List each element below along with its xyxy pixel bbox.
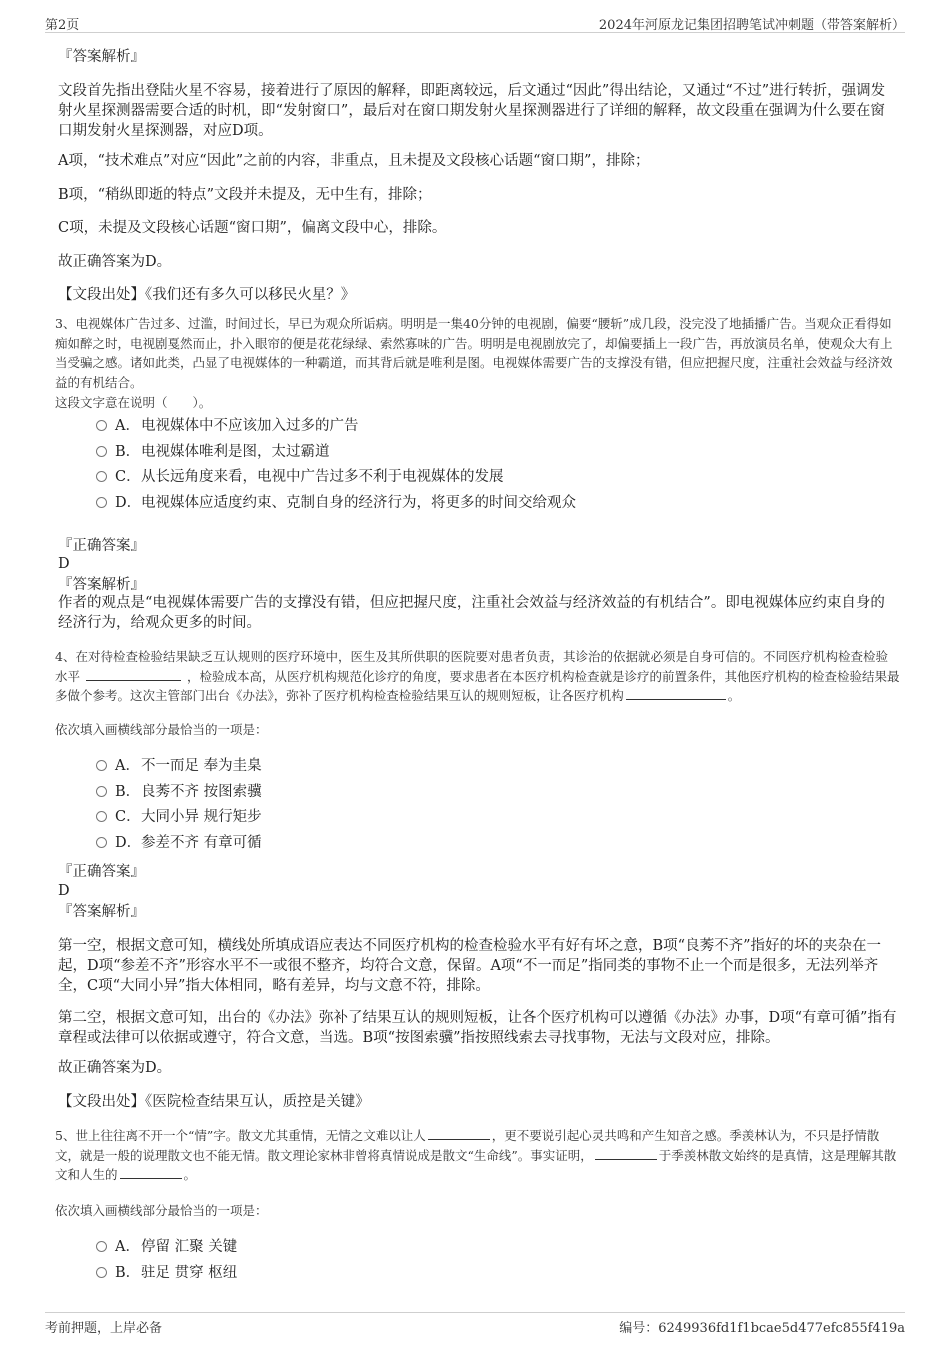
blank-1: [86, 668, 181, 681]
q3-option-a[interactable]: A．电视媒体中不应该加入过多的广告: [96, 416, 359, 436]
q5-option-a[interactable]: A．停留 汇聚 关键: [96, 1237, 237, 1257]
q4-conclusion: 故正确答案为D。: [58, 1060, 172, 1076]
q3-prompt: 这段文字意在说明（ ）。: [55, 395, 212, 410]
radio-icon[interactable]: [96, 837, 107, 848]
radio-icon[interactable]: [96, 811, 107, 822]
q4-option-c[interactable]: C．大同小异 规行矩步: [96, 807, 262, 827]
radio-icon[interactable]: [96, 786, 107, 797]
q3-option-c[interactable]: C．从长远角度来看，电视中广告过多不利于电视媒体的发展: [96, 467, 504, 487]
page-header: [45, 12, 905, 33]
q3-option-d[interactable]: D．电视媒体应适度约束、克制自身的经济行为，将更多的时间交给观众: [96, 493, 576, 513]
q5-stem: 5、世上往往离不开一个“情”字。散文尤其重情，无情之文难以让人 ，更不要说引起心灵共鸣和产生知音之感。季羡林认为，不只是抒情散文，就是一般的说理散文也不能无情。散文理论家林非曾将真情说成是散文“生命线”。事实证明， 于季羡林散文始终的是真情，这是理解其散文和人生的 。: [55, 1128, 897, 1182]
radio-icon[interactable]: [96, 1267, 107, 1278]
s1-option-a-explanation: A项，“技术难点”对应“因此”之前的内容，非重点，且未提及文段核心话题“窗口期”，排除；: [58, 153, 650, 169]
q3-analysis-label: 『答案解析』: [58, 577, 145, 593]
radio-icon[interactable]: [96, 760, 107, 771]
blank-1: [428, 1127, 490, 1140]
radio-icon[interactable]: [96, 420, 107, 431]
q3-stem: 3、电视媒体广告过多、过滥，时间过长，早已为观众所诟病。明明是一集40分钟的电视剧，偏要“腰斩”成几段，没完没了地插播广告。当观众正看得如痴如醉之时，电视剧戛然而止，扑入眼帘的便是花花绿绿、索然寡味的广告。明明是电视剧放完了，却偏要插上一段广告，再放演员名单，使观众大有上当受骗之感。诸如此类，凸显了电视媒体的一种霸道，而其背后就是唯利是图。电视媒体需要广告的支撑没有错，但应把握尺度，注重社会效益与经济效益的有机结合。: [55, 316, 893, 390]
q4-prompt: 依次填入画横线部分最恰当的一项是：: [55, 722, 268, 737]
s1-analysis-label: 『答案解析』: [58, 49, 145, 65]
q4-analysis-label: 『答案解析』: [58, 904, 145, 920]
footer-slogan: 考前押题，上岸必备: [45, 1321, 163, 1336]
radio-icon[interactable]: [96, 497, 107, 508]
q3-answer-label: 『正确答案』: [58, 538, 145, 554]
q5-prompt: 依次填入画横线部分最恰当的一项是：: [55, 1203, 268, 1218]
q3-analysis: 作者的观点是“电视媒体需要广告的支撑没有错，但应把握尺度，注重社会效益与经济效益的有机结合”。即电视媒体应约束自身的经济行为，给观众更多的时间。: [58, 595, 885, 631]
document-title: 2024年河原龙记集团招聘笔试冲刺题（带答案解析）: [598, 18, 905, 33]
s1-source: 【文段出处】《我们还有多久可以移民火星？》: [58, 287, 356, 303]
s1-option-b-explanation: B项，“稍纵即逝的特点”文段并未提及，无中生有，排除；: [58, 187, 432, 203]
q4-source: 【文段出处】《医院检查结果互认，质控是关键》: [58, 1094, 370, 1110]
s1-option-c-explanation: C项，未提及文段核心话题“窗口期”，偏离文段中心，排除。: [58, 220, 447, 236]
page-number: 第2页: [45, 18, 80, 33]
document-code: 编号：6249936fd1f1bcae5d477efc855f419a: [619, 1321, 905, 1336]
blank-2: [595, 1147, 657, 1160]
q4-answer-label: 『正确答案』: [58, 864, 145, 880]
radio-icon[interactable]: [96, 1241, 107, 1252]
q3-answer: D: [58, 556, 70, 572]
q4-option-d[interactable]: D．参差不齐 有章可循: [96, 833, 262, 853]
q4-option-a[interactable]: A．不一而足 奉为圭臬: [96, 756, 262, 776]
s1-conclusion: 故正确答案为D。: [58, 254, 172, 270]
q4-analysis-first-blank: 第一空，根据文意可知，横线处所填成语应表达不同医疗机构的检查检验水平有好有坏之意，B项“良莠不齐”指好的坏的夹杂在一起，D项“参差不齐”形容水平不一或很不整齐，均符合文意，保留。A项“不一而足”指同类的事物不止一个而是很多，无法列举齐全，C项“大同小异”指大体相同，略有差异，均与文意不符，排除。: [58, 938, 881, 994]
q4-stem: 4、在对待检查检验结果缺乏互认规则的医疗环境中，医生及其所供职的医院要对患者负责，其诊治的依据就必须是自身可信的。不同医疗机构检查检验水平 ，检验成本高，从医疗机构规范化诊疗的角度，要求患者在本医疗机构检查就是诊疗的前置条件，其他医疗机构的检查检验结果最多做个参考。这次主管部门出台《办法》，弥补了医疗机构检查检验结果互认的规则短板，让各医疗机构 。: [55, 649, 900, 703]
q5-option-b[interactable]: B．驻足 贯穿 枢纽: [96, 1263, 237, 1283]
q4-answer: D: [58, 883, 70, 899]
radio-icon[interactable]: [96, 446, 107, 457]
q3-option-b[interactable]: B．电视媒体唯利是图，太过霸道: [96, 442, 330, 462]
blank-3: [120, 1166, 182, 1179]
blank-2: [626, 687, 726, 700]
page-footer: [45, 1312, 905, 1335]
q4-option-b[interactable]: B．良莠不齐 按图索骥: [96, 782, 262, 802]
radio-icon[interactable]: [96, 471, 107, 482]
q4-analysis-second-blank: 第二空，根据文意可知，出台的《办法》弥补了结果互认的规则短板，让各个医疗机构可以遵循《办法》办事，D项“有章可循”指有章程或法律可以依据或遵守，符合文意，当选。B项“按图索骥”指按照线索去寻找事物，无法与文段对应，排除。: [58, 1010, 897, 1046]
s1-analysis-paragraph: 文段首先指出登陆火星不容易，接着进行了原因的解释，即距离较远，后文通过“因此”得出结论，又通过“不过”进行转折，强调发射火星探测器需要合适的时机，即“发射窗口”，最后对在窗口期发射火星探测器进行了详细的解释，故文段重在强调为什么要在窗口期发射火星探测器，对应D项。: [58, 83, 886, 139]
